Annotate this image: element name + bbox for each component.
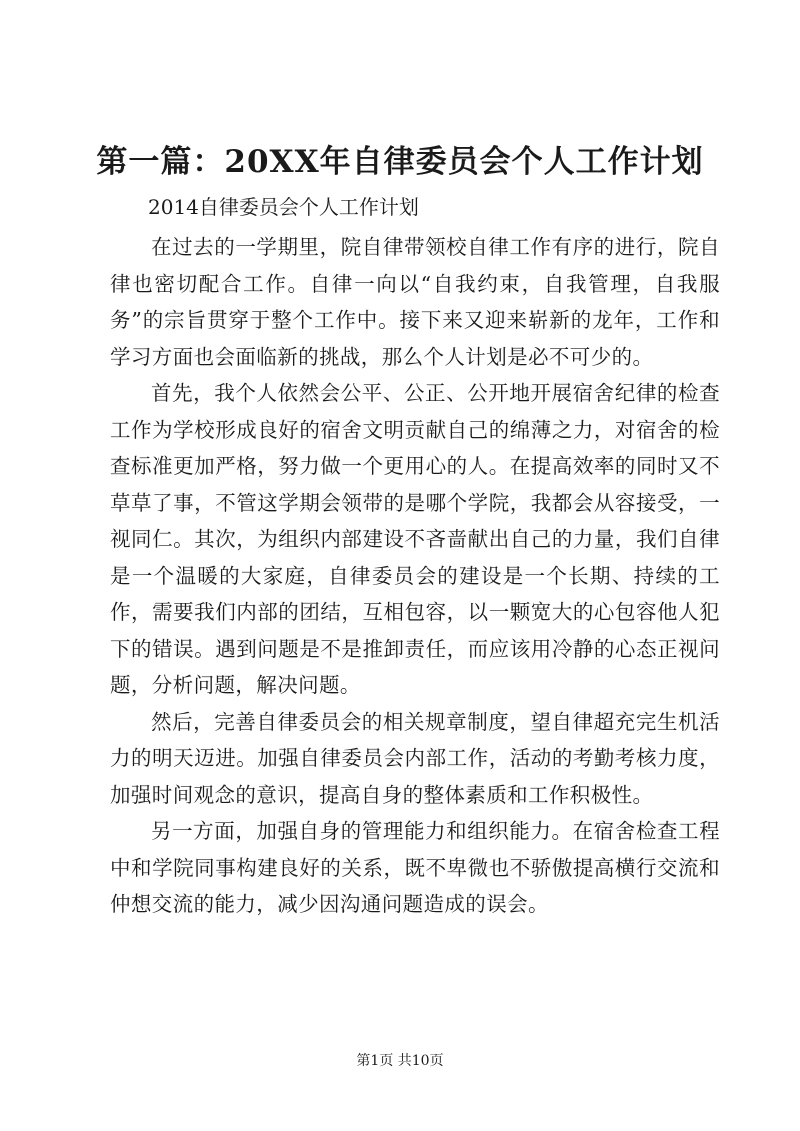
document-title: 第一篇：20XX年自律委员会个人工作计划	[96, 144, 704, 180]
body-paragraph: 另一方面，加强自身的管理能力和组织能力。在宿舍检查工程中和学院同事构建良好的关系，既不卑微也不骄傲提高横行交流和仲想交流的能力，减少因沟通问题造成的误会。	[110, 819, 720, 916]
document-subtitle: 2014自律委员会个人工作计划	[148, 195, 419, 219]
body-paragraph: 在过去的一学期里，院自律带领校自律工作有序的进行，院自律也密切配合工作。自律一向以“自我约束，自我管理，自我服务”的宗旨贯穿于整个工作中。接下来又迎来崭新的龙年，工作和学习方面也会面临新的挑战，那么个人计划是必不可少的。	[110, 235, 720, 369]
body-paragraph: 首先，我个人依然会公平、公正、公开地开展宿舍纪律的检查工作为学校形成良好的宿舍文明贡献自己的绵薄之力，对宿舍的检查标准更加严格，努力做一个更用心的人。在提高效率的同时又不草草了事，不管这学期会领带的是哪个学院，我都会从容接受，一视同仁。其次，为组织内部建设不吝啬献出自己的力量，我们自律是一个温暖的大家庭，自律委员会的建设是一个长期、持续的工作，需要我们内部的团结，互相包容，以一颗宽大的心包容他人犯下的错误。遇到问题是不是推卸责任，而应该用冷静的心态正视问题，分析问题，解决问题。	[110, 381, 720, 697]
page-number: 第1页 共10页	[356, 1053, 444, 1069]
body-paragraph: 然后，完善自律委员会的相关规章制度，望自律超充完生机活力的明天迈进。加强自律委员会内部工作，活动的考勤考核力度，加强时间观念的意识，提高自身的整体素质和工作积极性。	[110, 709, 720, 807]
page-footer	[0, 1051, 800, 1071]
document-body	[110, 229, 720, 923]
